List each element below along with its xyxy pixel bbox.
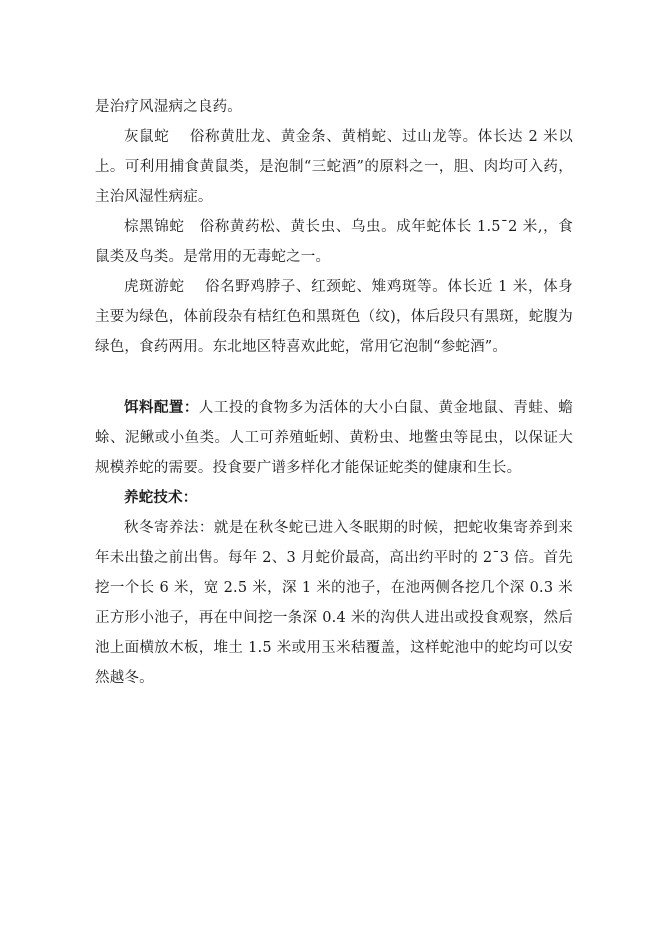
paragraph-grey-rat-snake: 灰鼠蛇 俗称黄肚龙、黄金条、黄梢蛇、过山龙等。体长达 2 米以上。可利用捕食黄鼠类，是泡制“三蛇酒”的原料之一，胆、肉均可入药，主治风湿性病症。 bbox=[95, 129, 573, 205]
paragraph-brown-black-snake: 棕黑锦蛇 俗称黄药松、黄长虫、乌虫。成年蛇体长 1.5¯2 米,，食鼠类及鸟类。是常用的无毒蛇之一。 bbox=[95, 219, 573, 265]
paragraph-tiger-keelback: 虎斑游蛇 俗名野鸡脖子、红颈蛇、雉鸡斑等。体长近 1 米，体身主要为绿色，体前段杂有桔红色和黑斑色（纹)，体后段只有黑斑，蛇腹为绿色，食药两用。东北地区特喜欢此蛇，常用它泡制“参蛇酒”。 bbox=[95, 279, 573, 355]
feed-text: 人工投的食物多为活体的大小白鼠、黄金地鼠、青蛙、蟾蜍、泥鳅或小鱼类。人工可养殖蚯蚓、黄粉虫、地鳖虫等昆虫，以保证大规模养蛇的需要。投食要广谱多样化才能保证蛇类的健康和生长。 bbox=[95, 400, 574, 476]
document-page bbox=[95, 92, 573, 693]
feed-label: 饵料配置： bbox=[124, 399, 199, 416]
paragraph-rheumatism-remedy: 是治疗风湿病之良药。 bbox=[95, 99, 242, 115]
paragraph-winter-fostering: 秋冬寄养法：就是在秋冬蛇已进入冬眠期的时候，把蛇收集寄养到来年未出蛰之前出售。每年 2、3 月蛇价最高，高出约平时的 2¯3 倍。首先挖一个长 6 米，宽 2.5 米，深 1 米的池子，在池两侧各挖几个深 0.3 米正方形小池子，再在中间挖一条深 0.4 米的沟供人进出或投食观察，然后池上面横放木板，堆土 1.5 米或用玉米秸覆盖，这样蛇池中的蛇均可以安然越冬。 bbox=[95, 520, 573, 686]
paragraph-feed bbox=[95, 393, 573, 483]
heading-snake-raising-technique: 养蛇技术： bbox=[124, 489, 198, 506]
